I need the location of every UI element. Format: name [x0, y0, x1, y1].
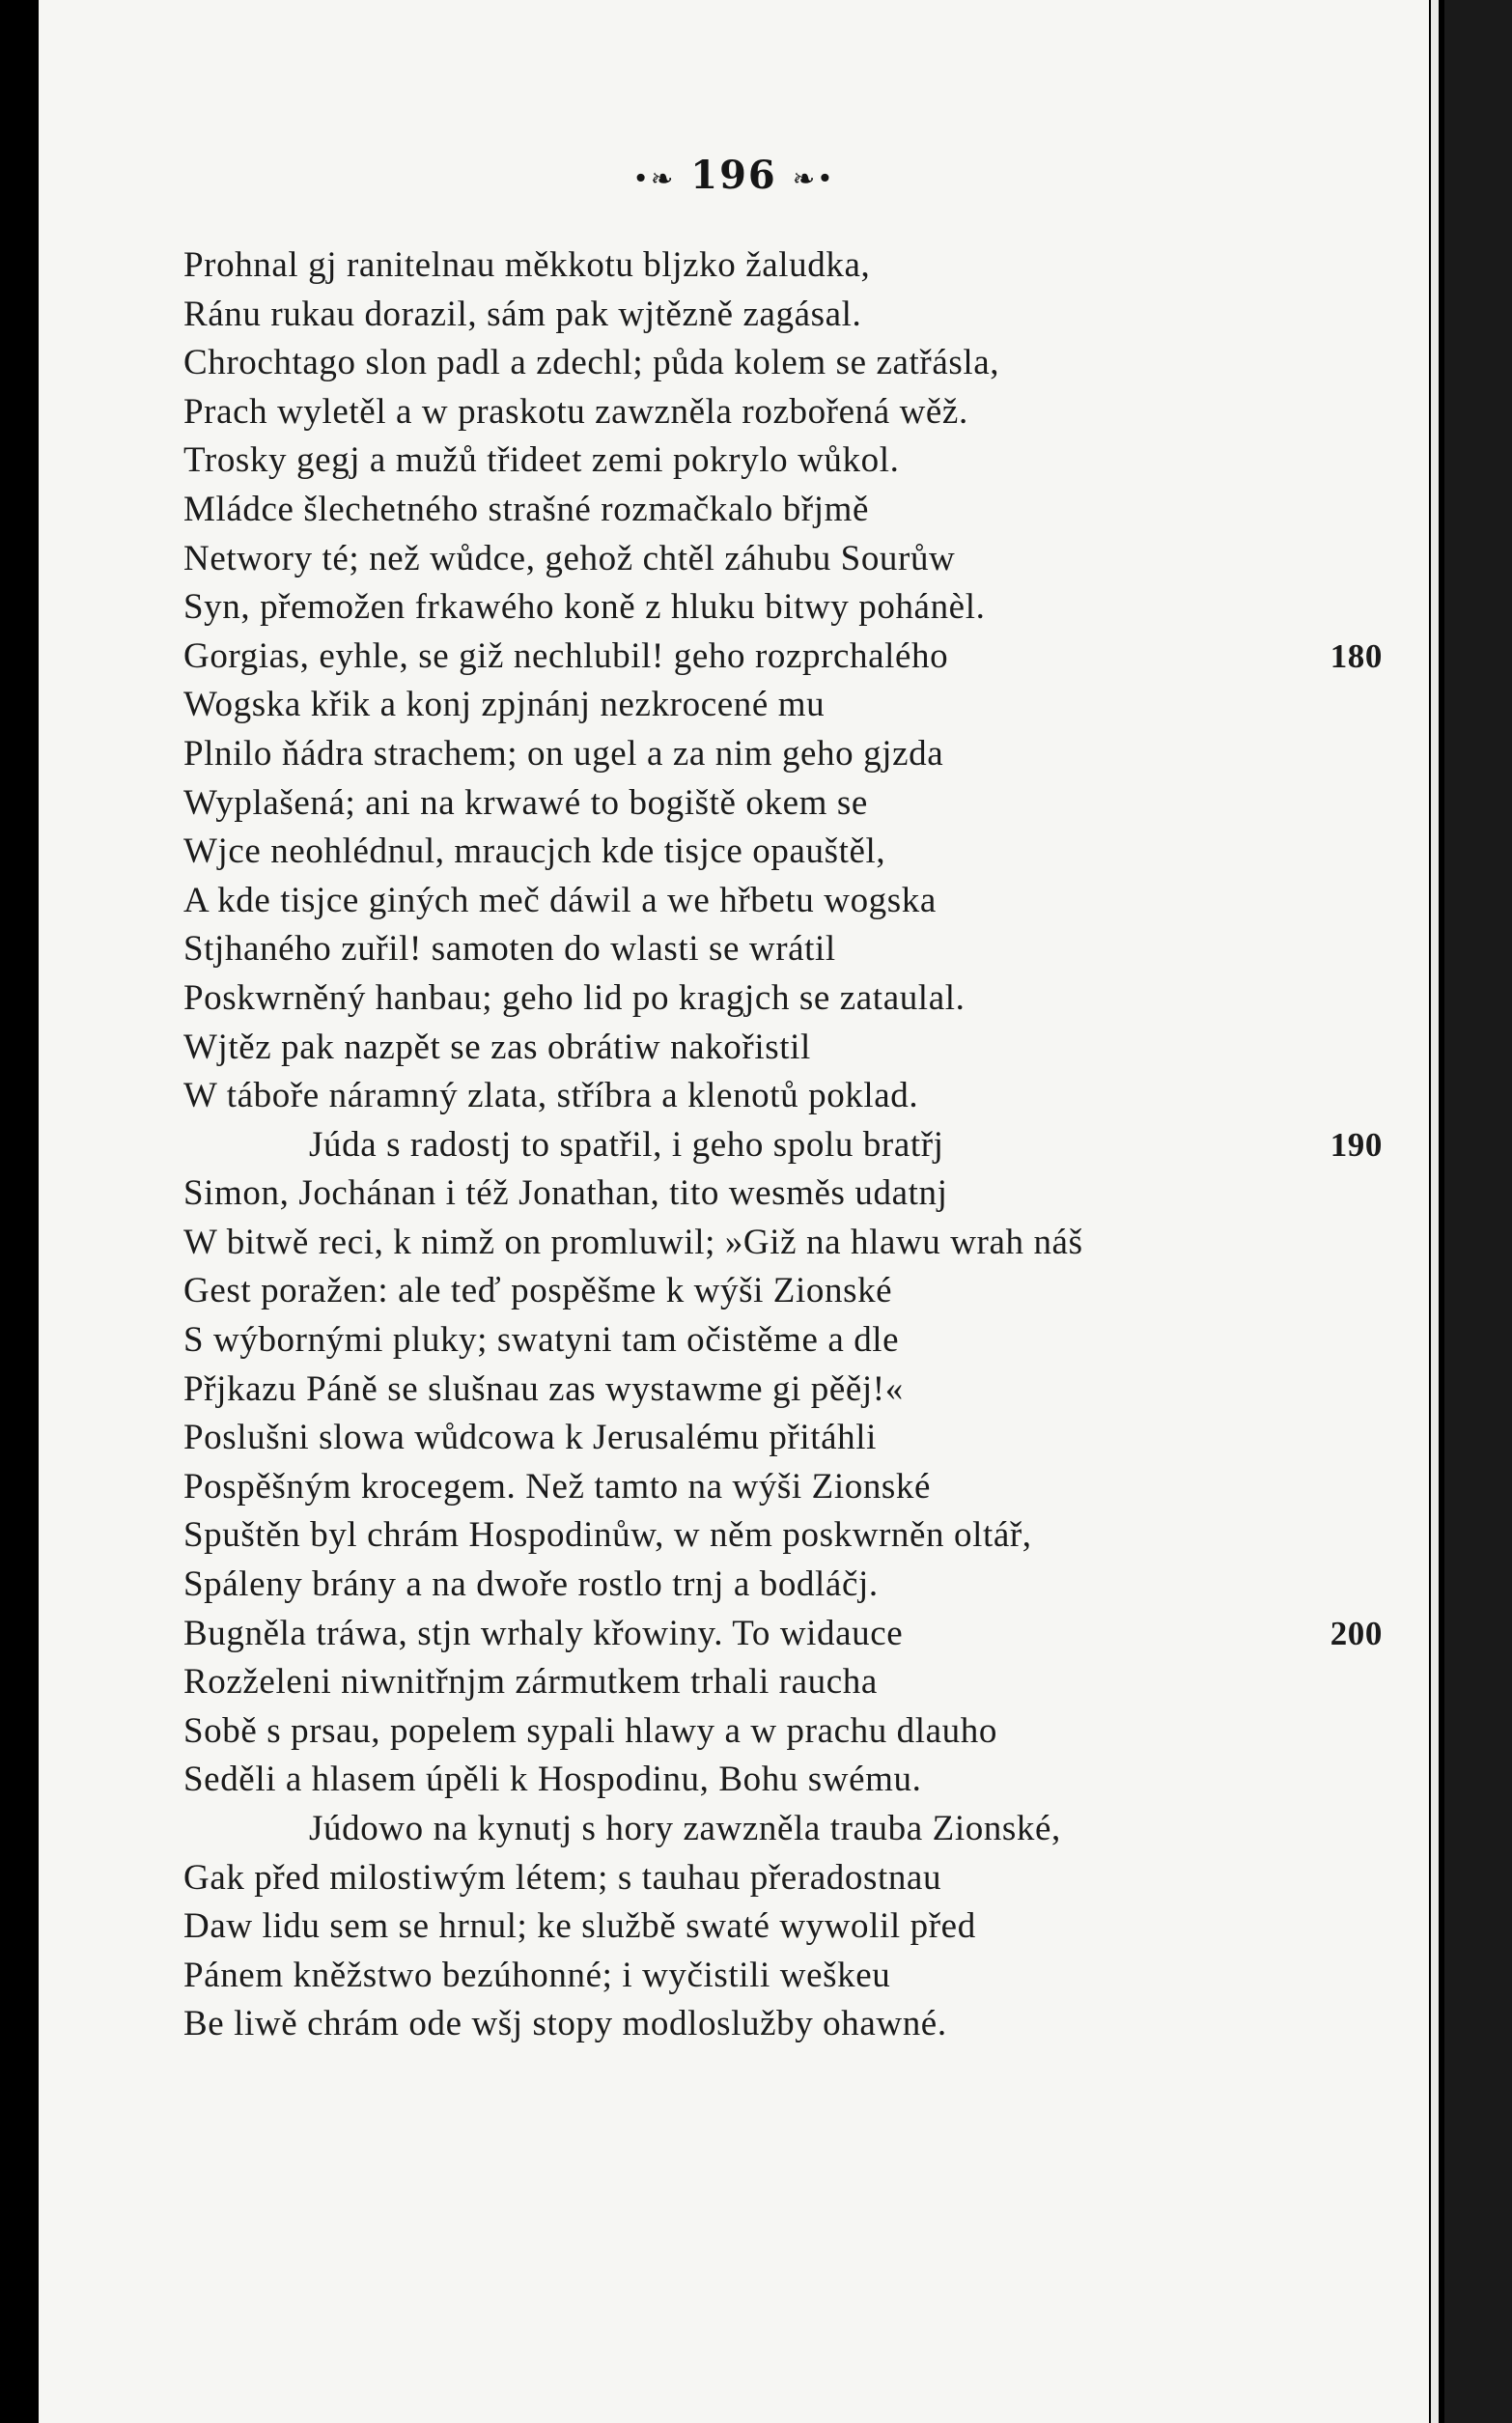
- verse-line-text: Stjhaného zuřil! samoten do wlasti se wrátil: [183, 929, 836, 970]
- verse-line: [183, 730, 1410, 779]
- verse-line: [183, 681, 1410, 730]
- verse-line-text: Sobě s prsau, popelem sypali hlawy a w prachu dlauho: [183, 1710, 997, 1751]
- verse-line-text: Gest poražen: ale teď pospěšme k wýši Zionské: [183, 1271, 893, 1311]
- verse-line-text: Be liwě chrám ode wšj stopy modloslužby ohawné.: [183, 2004, 947, 2044]
- verse-line: [183, 779, 1410, 829]
- verse-line-text: Poslušni slowa wůdcowa k Jerusalému přitáhli: [183, 1418, 877, 1458]
- verse-line-text: S wýbornými pluky; swatyni tam očistěme a dle: [183, 1320, 900, 1361]
- verse-line: [183, 633, 1410, 682]
- verse-line-text: Ránu rukau dorazil, sám pak wjtězně zagásal.: [183, 294, 862, 334]
- verse-line: [183, 388, 1410, 437]
- verse-line: [183, 1024, 1410, 1073]
- verse-line-text: Daw lidu sem se hrnul; ke službě swaté wywolil před: [183, 1906, 976, 1947]
- verse-line-text: Rozželeni niwnitřnjm zármutkem trhali raucha: [183, 1662, 878, 1703]
- verse-line-text: Networy té; než wůdce, gehož chtěl záhubu Sourůw: [183, 538, 956, 578]
- verse-line: [183, 1610, 1410, 1659]
- verse-line-text: Poskwrněný hanbau; geho lid po kragjch se zataulal.: [183, 977, 966, 1018]
- verse-line: [183, 1756, 1410, 1805]
- verse-line-text: W táboře náramný zlata, stříbra a klenotů poklad.: [183, 1076, 919, 1116]
- ornament-left-icon: •❧: [632, 162, 676, 195]
- verse-line: [183, 1267, 1410, 1316]
- verse-line-text: Wjce neohlédnul, mraucjch kde tisjce opauštěl,: [183, 831, 886, 872]
- verse-line: [183, 877, 1410, 926]
- verse-line: [183, 1463, 1410, 1512]
- verse-line-text: Wogska křik a konj zpjnánj nezkrocené mu: [183, 685, 826, 725]
- verse-line-text: Přjkazu Páně se slušnau zas wystawme gi pěěj!«: [183, 1368, 904, 1409]
- verse-line: [183, 535, 1410, 584]
- verse-line: [183, 1952, 1410, 2001]
- verse-line: [183, 486, 1410, 535]
- line-number: 190: [1330, 1125, 1383, 1164]
- verse-line: [183, 1658, 1410, 1707]
- line-number: 180: [1330, 636, 1383, 675]
- verse-line: [183, 241, 1410, 291]
- verse-line-text: Gak před milostiwým létem; s tauhau přeradostnau: [183, 1857, 942, 1898]
- verse-line-text: Gorgias, eyhle, se giž nechlubil! geho rozprchalého: [183, 635, 949, 676]
- verse-line: [183, 1219, 1410, 1268]
- verse-line-text: A kde tisjce giných meč dáwil a we hřbetu wogska: [183, 880, 937, 920]
- verse-line-text: Trosky gegj a mužů třideet zemi pokrylo wůkol.: [183, 440, 900, 481]
- page-number-header: [39, 153, 1429, 198]
- poem-text: [183, 241, 1410, 2049]
- verse-line-text: Simon, Jochánan i též Jonathan, tito wesměs udatnj: [183, 1173, 948, 1214]
- gutter-edge: [1431, 0, 1439, 2423]
- verse-line-text: Mládce šlechetného strašné rozmačkalo břjmě: [183, 489, 870, 529]
- page-number: 196: [690, 153, 777, 198]
- verse-line-text: Pánem kněžstwo bezúhonné; i wyčistili weškeu: [183, 1955, 891, 1995]
- verse-line: [183, 1511, 1410, 1561]
- ornament-right-icon: ❧•: [792, 162, 835, 195]
- verse-line: [183, 1121, 1410, 1170]
- verse-line: [183, 1169, 1410, 1219]
- line-number: 200: [1330, 1614, 1383, 1652]
- verse-line-text: Seděli a hlasem úpěli k Hospodinu, Bohu swému.: [183, 1760, 922, 1800]
- verse-line: [183, 583, 1410, 633]
- verse-line-text: Chrochtago slon padl a zdechl; půda kolem se zatřásla,: [183, 343, 1000, 383]
- verse-line-text: Prohnal gj ranitelnau měkkotu bljzko žaludka,: [183, 245, 871, 285]
- verse-line-text: Syn, přemožen frkawého koně z hluku bitwy pohánèl.: [183, 587, 986, 628]
- verse-line-text: Pospěšným krocegem. Než tamto na wýši Zionské: [183, 1466, 932, 1507]
- verse-line: [183, 974, 1410, 1024]
- verse-line: [183, 2000, 1410, 2049]
- verse-line-text: Plnilo ňádra strachem; on ugel a za nim geho gjzda: [183, 733, 944, 774]
- verse-line: [183, 291, 1410, 340]
- facing-page-edge: [1444, 0, 1512, 2423]
- verse-line-text: Wjtěz pak nazpět se zas obrátiw nakořistil: [183, 1027, 811, 1067]
- verse-line-text: Prach wyletěl a w praskotu zawzněla rozbořená wěž.: [183, 391, 968, 432]
- verse-line: [183, 1316, 1410, 1366]
- verse-line-text: Spáleny brány a na dwoře rostlo trnj a bodláčj.: [183, 1564, 879, 1605]
- verse-line-text: Júdowo na kynutj s hory zawzněla trauba Zionské,: [309, 1809, 1061, 1848]
- verse-line: [183, 437, 1410, 486]
- verse-line: [183, 1072, 1410, 1121]
- verse-line: [183, 1366, 1410, 1415]
- book-page: [39, 0, 1429, 2423]
- verse-line-text: Bugněla tráwa, stjn wrhaly křowiny. To widauce: [183, 1613, 904, 1653]
- verse-line-text: Spuštěn byl chrám Hospodinůw, w něm poskwrněn oltář,: [183, 1515, 1032, 1556]
- verse-line-text: Júda s radostj to spatřil, i geho spolu bratřj: [309, 1124, 944, 1165]
- verse-line-text: W bitwě reci, k nimž on promluwil; »Giž na hlawu wrah náš: [183, 1222, 1083, 1262]
- verse-line: [183, 1805, 1410, 1854]
- verse-line: [183, 1902, 1410, 1952]
- verse-line: [183, 1561, 1410, 1610]
- verse-line: [183, 925, 1410, 974]
- verse-line-text: Wyplašená; ani na krwawé to bogiště okem se: [183, 782, 868, 823]
- verse-line: [183, 828, 1410, 877]
- verse-line: [183, 1707, 1410, 1757]
- verse-line: [183, 1854, 1410, 1903]
- verse-line: [183, 339, 1410, 388]
- verse-line: [183, 1414, 1410, 1463]
